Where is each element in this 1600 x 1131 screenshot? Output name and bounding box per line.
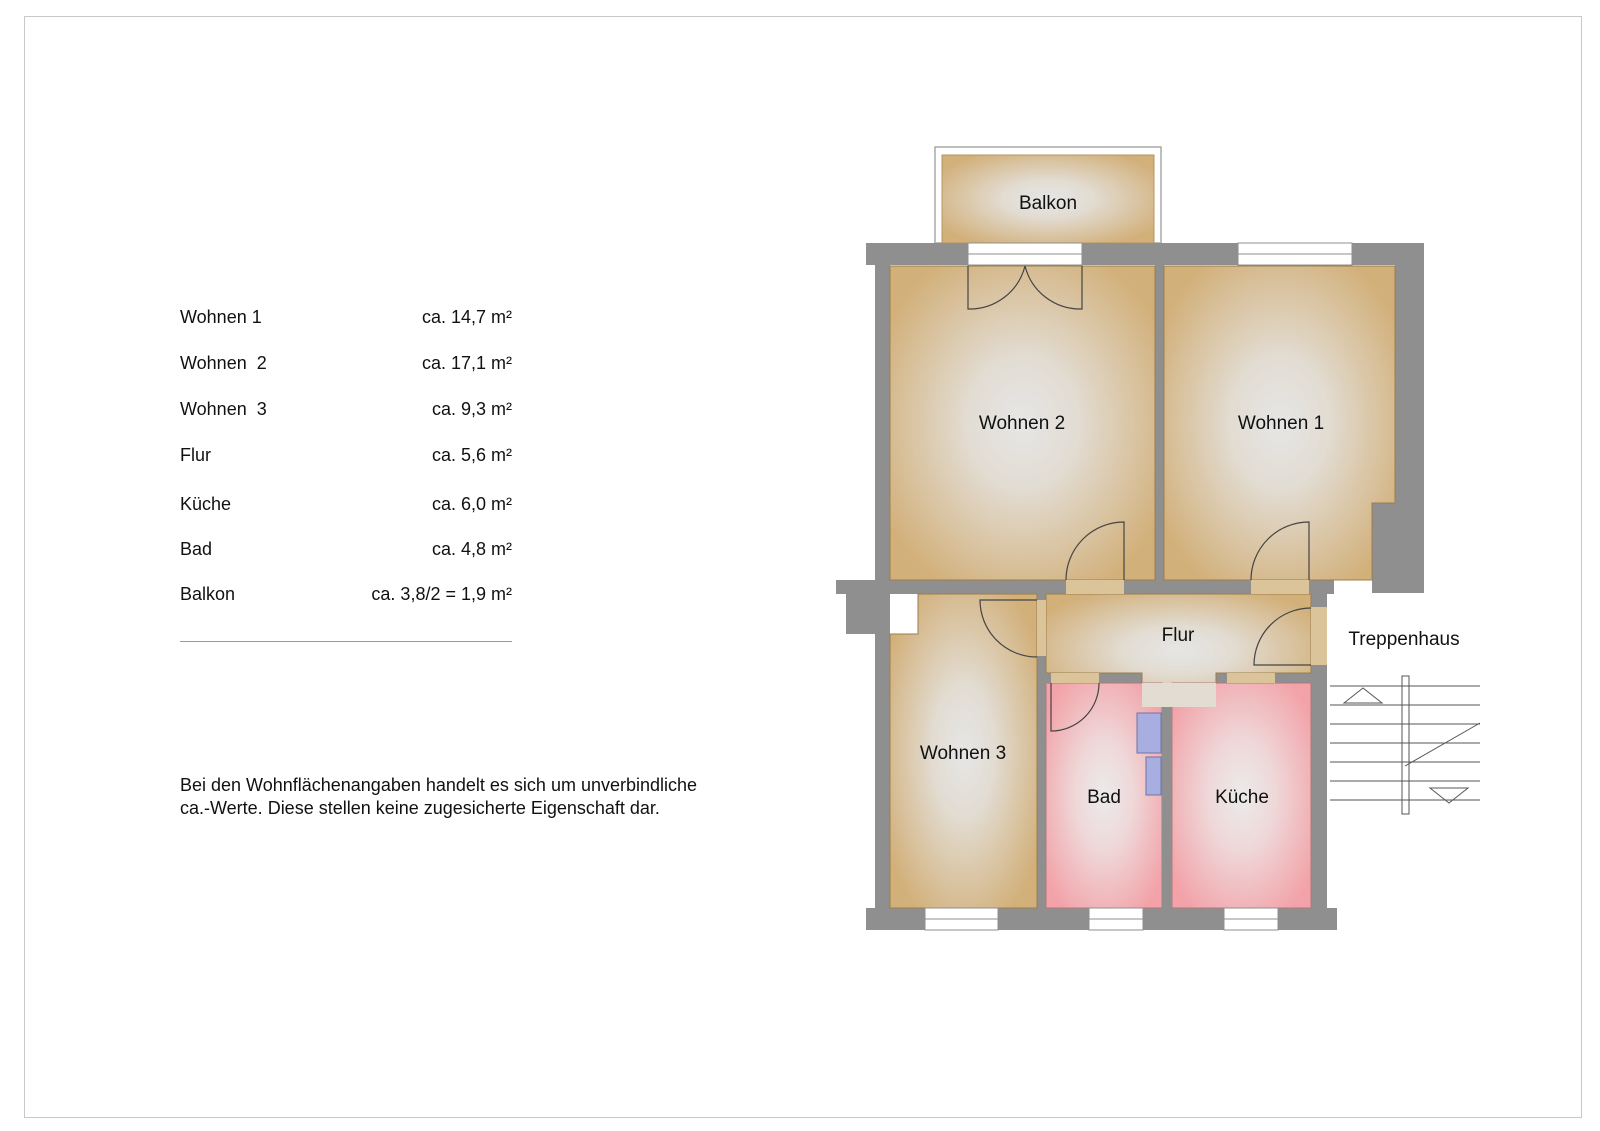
door-opening <box>1311 607 1327 665</box>
area-name: Wohnen 3 <box>180 399 267 419</box>
area-value: ca. 3,8/2 = 1,9 m² <box>371 584 512 604</box>
label-balkon: Balkon <box>1018 193 1078 214</box>
stair-cut-line <box>1405 723 1480 766</box>
area-name: Flur <box>180 445 211 465</box>
wall-left-upper <box>875 243 890 593</box>
disclaimer-line: Bei den Wohnflächenangaben handelt es sich um unverbindliche <box>180 775 698 795</box>
area-value: ca. 14,7 m² <box>421 307 512 327</box>
area-name: Küche <box>180 494 232 514</box>
shaft-fixture <box>1146 757 1161 795</box>
area-name: Bad <box>180 539 213 559</box>
door-opening <box>1066 580 1124 594</box>
stair-handrail <box>1402 676 1409 814</box>
disclaimer-line: ca.-Werte. Diese stellen keine zugesicherte Eigenschaft dar. <box>180 798 660 818</box>
wall-bad-right <box>1162 707 1172 908</box>
label-kueche: Küche <box>1215 787 1269 808</box>
stair-arrow-down <box>1430 788 1468 803</box>
shaft-fixture <box>1137 713 1161 753</box>
wall-middle <box>1155 265 1164 593</box>
area-name: Wohnen 2 <box>180 353 267 373</box>
area-name: Balkon <box>180 584 236 604</box>
area-value: ca. 9,3 m² <box>431 399 512 419</box>
area-value: ca. 17,1 m² <box>421 353 512 373</box>
door-opening <box>1051 673 1099 683</box>
label-wohnen2: Wohnen 2 <box>978 413 1066 434</box>
wall-left-lower <box>875 594 890 930</box>
door-opening <box>1037 600 1046 656</box>
label-wohnen3: Wohnen 3 <box>919 743 1007 764</box>
label-wohnen1: Wohnen 1 <box>1237 413 1325 434</box>
area-value: ca. 5,6 m² <box>431 445 512 465</box>
flur-bump-floor <box>1142 683 1216 707</box>
staircase <box>1330 676 1480 814</box>
label-bad: Bad <box>1087 787 1121 808</box>
area-value: ca. 6,0 m² <box>431 494 512 514</box>
door-opening <box>1227 673 1275 683</box>
area-value: ca. 4,8 m² <box>431 539 512 559</box>
door-opening <box>1251 580 1309 594</box>
label-treppenhaus: Treppenhaus <box>1348 629 1460 650</box>
area-name: Wohnen 1 <box>180 307 262 327</box>
label-flur: Flur <box>1161 625 1195 646</box>
stair-arrow-up <box>1344 688 1382 703</box>
wall-corner-notch <box>1372 503 1402 593</box>
